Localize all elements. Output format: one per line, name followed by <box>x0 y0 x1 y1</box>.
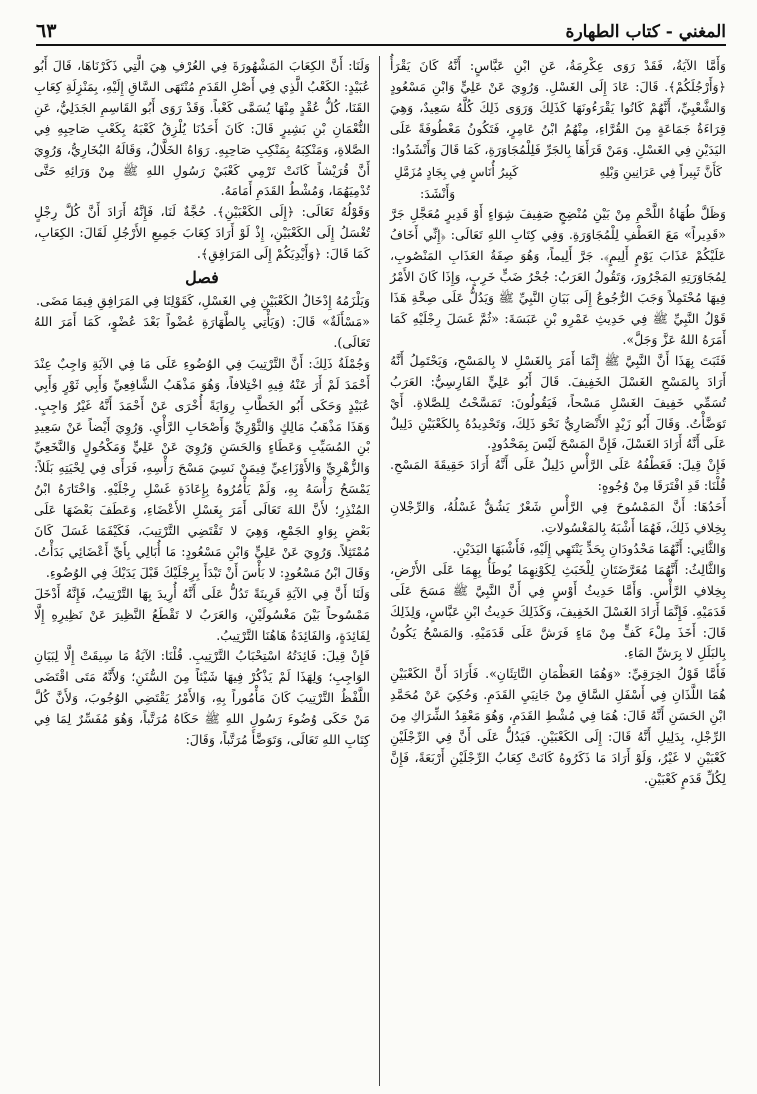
right-column <box>390 56 726 790</box>
running-title <box>566 22 726 44</box>
title-separator: - <box>659 22 679 42</box>
page-number: ٦٣ <box>36 20 57 42</box>
paragraph: وَلَنَا: أَنَّ الكِعَابَ المَشْهُورَةَ فِي العُرْفِ هِيَ الَّتِي ذَكَرْنَاهَا، قَالَ أَبُو عُبَيْدٍ: الكَعْبُ الَّذِي فِي أَصْلِ القَدَمِ مُنْتَهَى السَّاقِ إِلَيْهِ، بِمَنْزِلَةِ كِعَابِ القَنَا، كُلُّ عُقْدٍ مِنْهَا يُسَمَّى كَعْباً. وَقَدْ رَوَى أَبُو القَاسِمِ الجَدَلِيُّ، عَنِ النُّعْمَانِ بْنِ بَشِيرٍ قَالَ: كَانَ أَحَدُنَا يُلْزِقُ كَعْبَهُ بِكَعْبِ صَاحِبِهِ فِي الصَّلاةِ، وَمَنْكِبَهُ بِمَنْكِبِ صَاحِبِهِ. رَوَاهُ الخَلَّالُ، وَقَالَهُ البُخَارِيُّ، وَرُوِيَ أَنَّ قُرَيْشاً كَانَتْ تَرْمِي كَعْبَيْ رَسُولِ اللهِ ﷺ مِنْ وَرَائِهِ حَتَّى تُدْمِيَهُمَا، وَمُشْطُ القَدَمِ أَمَامَهُ. <box>34 58 370 199</box>
paragraph: وَظَلَّ طُهَاةُ اللَّحْمِ مِنْ بَيْنِ مُنْضِجٍ صَفِيفَ شِوَاءٍ أَوْ قَدِيرٍ مُعَجَّلِ جَرَّ «قَدِيراً» مَعَ العَطْفِ لِلْمُجَاوَرَةِ. وَفِي كِتَابِ اللهِ تَعَالَى: ﴿إِنِّي أَخَافُ عَلَيْكُمْ عَذَابَ يَوْمٍ أَلِيمٍ﴾. جَرَّ أَلِيماً، وَهُوَ صِفَةُ العَذَابِ المَنْصُوبِ، لِمُجَاوَرَتِهِ المَجْرُورَ، وَتَقُولُ العَرَبُ: جُحْرُ ضَبٍّ خَرِبٍ، وَإِذَا كَانَ الأَمْرُ فِيهَا مُحْتَمِلاً وَجَبَ الرُّجُوعُ إِلَى بَيَانِ النَّبِيِّ ﷺ وَيَدُلُّ عَلَى صِحَّةِ هَذَا قَوْلُ النَّبِيِّ ﷺ فِي حَدِيثِ عَمْرِو بْنِ عَبَسَةَ: «ثُمَّ غَسَلَ رِجْلَيْهِ كَمَا أَمَرَهُ اللهُ عَزَّ وَجَلَّ». <box>390 206 726 347</box>
book-name: كتاب الطهارة <box>565 22 660 42</box>
verse-first-hemistich: كَأَنَّ ثَبِيراً فِي عَرَانِينِ وَبْلِهِ <box>599 164 722 179</box>
paragraph: فَأَمَّا قَوْلُ الخِرَقِيِّ: «وَهُمَا العَظْمَانِ النَّاتِئَانِ». فَأَرَادَ أَنَّ الكَعْبَيْنِ هُمَا اللَّذَانِ فِي أَسْفَلِ السَّاقِ مِنْ جَانِبَيِ القَدَمِ. وَحُكِيَ عَنْ مُحَمَّدِ ابْنِ الحَسَنِ أَنَّهُ قَالَ: هُمَا فِي مُشْطِ القَدَمِ، وَهُوَ مَعْقِدُ الشِّرَاكِ مِنَ الرِّجْلِ، بِدَلِيلِ أَنَّهُ قَالَ: إِلَى الكَعْبَيْنِ. فَيَدُلُّ عَلَى أَنَّ فِي الرِّجْلَيْنِ كَعْبَيْنِ لا غَيْرُ، وَلَوْ أَرَادَ مَا ذَكَرُوهُ كَانَتْ كِعَابُ الرِّجْلَيْنِ أَرْبَعَةً، فَإِنَّ لِكُلِّ قَدَمٍ كَعْبَيْنِ. <box>390 666 726 786</box>
paragraph: أَحَدُهَا: أَنَّ المَمْسُوحَ فِي الرَّأْسِ شَعْرٌ يَشُقُّ غَسْلُهُ، وَالرِّجْلانِ بِخِلافِ ذَلِكَ، فَهُمَا أَشْبَهُ بِالمَغْسُولاتِ. <box>390 499 726 536</box>
verse-second-hemistich: كَبِيرُ أُنَاسٍ فِي بِجَادٍ مُزَمَّلِ <box>394 164 519 179</box>
section-heading: فصل <box>185 268 219 288</box>
paragraph: وَجُمْلَةُ ذَلِكَ: أَنَّ التَّرْتِيبَ فِي الوُضُوءِ عَلَى مَا فِي الآيَةِ وَاجِبٌ عِنْدَ أَحْمَدَ لَمْ أَرَ عَنْهُ فِيهِ اخْتِلافاً، وَهُوَ مَذْهَبُ الشَّافِعِيِّ وَأَبِي ثَوْرٍ وَأَبِي عُبَيْدٍ وَحَكَى أَبُو الخَطَّابِ رِوَايَةً أُخْرَى عَنْ أَحْمَدَ أَنَّهُ غَيْرُ وَاجِبٍ. وَهَذَا مَذْهَبُ مَالِكٍ وَالثَّوْرِيِّ وَأَصْحَابِ الرَّأْيِ. وَرُوِيَ أَيْضاً عَنْ سَعِيدِ بْنِ المُسَيِّبِ وَعَطَاءٍ وَالحَسَنِ وَرُوِيَ عَنْ عَلِيٍّ وَمَكْحُولٍ وَالنَّخَعِيِّ وَالزُّهْرِيِّ وَالأَوْزَاعِيِّ فِيمَنْ نَسِيَ مَسْحَ رَأْسِهِ، فَرَأَى فِي لِحْيَتِهِ بَلَلاً: يَمْسَحُ رَأْسَهُ بِهِ، وَلَمْ يَأْمُرُوهُ بِإِعَادَةِ غَسْلِ رِجْلَيْهِ. وَاخْتَارَهُ ابْنُ المُنْذِرِ؛ لأَنَّ اللهَ تَعَالَى أَمَرَ بِغَسْلِ الأَعْضَاءِ، وَعَطَفَ بَعْضَهَا عَلَى بَعْضٍ بِوَاوِ الجَمْعِ، وَهِيَ لا تَقْتَضِي التَّرْتِيبَ، فَكَيْفَمَا غَسَلَ كَانَ مُمْتَثِلاً. وَرُوِيَ عَنْ عَلِيٍّ وَابْنِ مَسْعُودٍ: مَا أُبَالِي بِأَيِّ أَعْضَائِي بَدَأْتُ. وَقَالَ ابْنُ مَسْعُودٍ: لا بَأْسَ أَنْ تَبْدَأَ بِرِجْلَيْكَ قَبْلَ يَدَيْكَ فِي الوُضُوءِ. <box>34 355 370 580</box>
paragraph: وَقَوْلُهُ تَعَالَى: ﴿إِلَى الكَعْبَيْنِ﴾. حُجَّةٌ لَنَا، فَإِنَّهُ أَرَادَ أَنَّ كُلَّ رِجْلٍ تُغْسَلُ إِلَى الكَعْبَيْنِ، إِذْ لَوْ أَرَادَ كِعَابَ جَمِيعِ الأَرْجُلِ لَقَالَ: الكِعَابِ، كَمَا قَالَ: ﴿وَأَيْدِيَكُمْ إِلَى المَرَافِقِ﴾. <box>34 204 370 262</box>
paragraph: وَالثَّانِي: أَنَّهُمَا مَحْدُودَانِ بِحَدٍّ يَنْتَهِي إِلَيْهِ، فَأَشْبَهَا اليَدَيْنِ. <box>452 540 726 556</box>
verse-continuation: وَأَنْشَدَ: <box>420 185 456 201</box>
paragraph: وَالثَّالِثُ: أَنَّهُمَا مُعَرَّضَتَانِ لِلْخَبَثِ لِكَوْنِهِمَا يُوطَأُ بِهِمَا عَلَى الأَرْضِ، بِخِلافِ الرَّأْسِ. وَأَمَّا حَدِيثُ أَوْسٍ فِي أَنَّ النَّبِيَّ ﷺ مَسَحَ عَلَى قَدَمَيْهِ. فَإِنَّمَا أَرَادَ الغَسْلَ الخَفِيفَ، وَكَذَلِكَ حَدِيثُ ابْنِ عَبَّاسٍ، وَلِذَلِكَ قَالَ: أَخَذَ مِلْءَ كَفٍّ مِنْ مَاءٍ فَرَشَّ عَلَى قَدَمَيْهِ. وَالمَسْحُ يَكُونُ بِالبَلَلِ لا بِرَشِّ المَاءِ. <box>390 561 726 661</box>
book-title: المغني <box>678 22 726 42</box>
paragraph: وَأَمَّا الآيَةُ، فَقَدْ رَوَى عِكْرِمَةُ، عَنِ ابْنِ عَبَّاسٍ: أَنَّهُ كَانَ يَقْرَأُ ﴿وَأَرْجُلَكُمْ﴾. قَالَ: عَادَ إِلَى الغَسْلِ. وَرُوِيَ عَنْ عَلِيٍّ وَابْنِ مَسْعُودٍ وَالشَّعْبِيِّ، أَنَّهُمْ كَانُوا يَقْرَءُونَهَا كَذَلِكَ وَرَوَى ذَلِكَ كُلَّهُ سَعِيدٌ، وَهِيَ قِرَاءَةُ جَمَاعَةٍ مِنَ القُرَّاءِ، مِنْهُمُ ابْنُ عَامِرٍ، فَتَكُونُ مَعْطُوفَةً عَلَى اليَدَيْنِ فِي الغَسْلِ. وَمَنْ قَرَأَهَا بِالجَرِّ فَلِلْمُجَاوَرَةِ، كَمَا قَالَ وَأَنْشَدُوا: <box>390 58 726 157</box>
column-divider <box>379 56 380 1086</box>
paragraph: فَإِنْ قِيلَ: فَائِدَتُهُ اسْتِحْبَابُ التَّرْتِيبِ. قُلْنَا: الآيَةُ مَا سِيقَتْ إِلَّا لِبَيَانِ الوَاجِبِ؛ وَلِهَذَا لَمْ يَذْكُرْ فِيهَا شَيْئاً مِنَ السُّنَنِ؛ وَلأَنَّهُ مَتَى اقْتَضَى اللَّفْظُ التَّرْتِيبَ كَانَ مَأْمُوراً بِهِ، وَالأَمْرُ يَقْتَضِي الوُجُوبَ، وَلأَنَّ كُلَّ مَنْ حَكَى وُضُوءَ رَسُولِ اللهِ ﷺ حَكَاهُ مُرَتَّباً، وَهُوَ مُفَسِّرٌ لِمَا فِي كِتَابِ اللهِ تَعَالَى، وَتَوَضَّأَ مُرَتَّباً، وَقَالَ: <box>34 648 370 748</box>
poetry-verse <box>390 161 726 184</box>
page-header <box>36 14 726 46</box>
paragraph: وَلَنَا أَنَّ فِي الآيَةِ قَرِينَةً تَدُلُّ عَلَى أَنَّهُ أُرِيدَ بِهَا التَّرْتِيبُ، فَإِنَّهُ أَدْخَلَ مَمْسُوحاً بَيْنَ مَغْسُولَيْنِ، وَالعَرَبُ لا تَقْطَعُ النَّظِيرَ عَنْ نَظِيرِهِ إِلَّا لِفَائِدَةٍ، وَالفَائِدَةُ هَاهُنَا التَّرْتِيبُ. <box>34 585 370 643</box>
paragraph: فَإِنْ قِيلَ: فَعَطْفُهُ عَلَى الرَّأْسِ دَلِيلٌ عَلَى أَنَّهُ أَرَادَ حَقِيقَةَ المَسْحِ. قُلْنَا: قَدِ افْتَرَقَا مِنْ وُجُوهٍ: <box>390 457 726 494</box>
left-column <box>34 56 370 751</box>
paragraph: «مَسْأَلَةٌ» قَالَ: (وَيَأْتِي بِالطَّهَارَةِ عُضْواً بَعْدَ عُضْوٍ، كَمَا أَمَرَ اللهُ تَعَالَى). <box>34 313 370 350</box>
paragraph: فَثَبَتَ بِهَذَا أَنَّ النَّبِيَّ ﷺ إِنَّمَا أَمَرَ بِالغَسْلِ لا بِالمَسْحِ، وَيَحْتَمِلُ أَنَّهُ أَرَادَ بِالمَسْحِ الغَسْلَ الخَفِيفَ. قَالَ أَبُو عَلِيٍّ الفَارِسِيُّ: العَرَبُ تُسَمِّي خَفِيفَ الغَسْلِ مَسْحاً، فَيَقُولُونَ: تَمَسَّحْتُ لِلصَّلاةِ. أَيْ تَوَضَّأْتُ. وَقَالَ أَبُو زَيْدٍ الأَنْصَارِيُّ نَحْوَ ذَلِكَ، وَتَحْدِيدُهُ بِالكَعْبَيْنِ دَلِيلٌ عَلَى أَنَّهُ أَرَادَ الغَسْلَ، فَإِنَّ المَسْحَ لَيْسَ بِمَحْدُودٍ. <box>390 352 726 452</box>
paragraph: وَيَلْزَمُهُ إِدْخَالُ الكَعْبَيْنِ فِي الغَسْلِ، كَقَوْلِنَا فِي المَرَافِقِ فِيمَا مَضَى. <box>36 293 370 309</box>
